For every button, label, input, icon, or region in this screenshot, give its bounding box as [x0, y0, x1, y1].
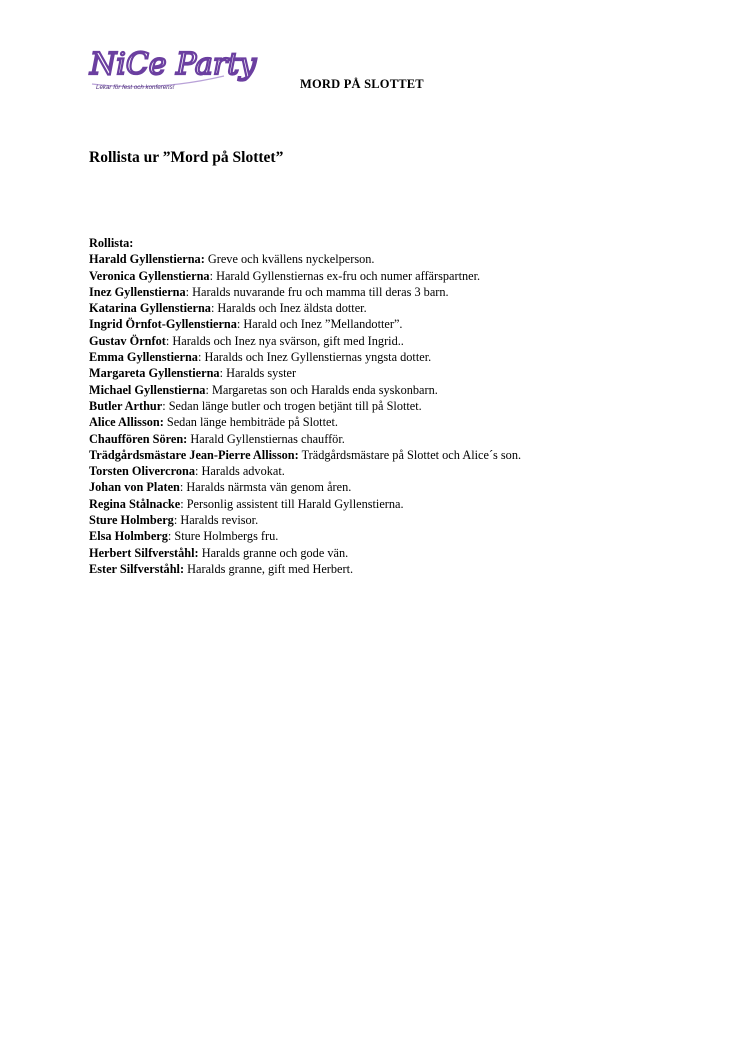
cast-list-item: [89, 349, 709, 365]
character-description: : Haralds och Inez nya svärson, gift med Ingrid..: [165, 333, 404, 348]
character-name: Butler Arthur: [89, 398, 163, 413]
header-title: MORD PÅ SLOTTET: [300, 77, 424, 91]
cast-list-item: [89, 561, 709, 577]
cast-list-item: [89, 333, 709, 349]
cast-list-item: [89, 365, 709, 381]
character-description: : Harald Gyllenstiernas ex-fru och numer affärspartner.: [209, 268, 481, 283]
character-description: : Haralds närmsta vän genom åren.: [179, 480, 352, 495]
cast-list-item: [89, 316, 709, 332]
character-description: : Haralds revisor.: [173, 513, 259, 528]
character-name: Alice Allisson:: [89, 415, 164, 430]
character-description: : Sedan länge butler och trogen betjänt till på Slottet.: [162, 398, 422, 413]
character-description: Greve och kvällens nyckelperson.: [204, 252, 375, 267]
cast-list-item: [89, 382, 709, 398]
character-name: Trädgårdsmästare Jean-Pierre Allisson:: [89, 447, 299, 462]
cast-list-item: [89, 268, 709, 284]
cast-list-item: [89, 479, 709, 495]
cast-list-item: [89, 447, 709, 463]
cast-list-item: [89, 496, 709, 512]
logo-tagline: Lekar för fest och konferens!: [96, 84, 175, 91]
character-name: Elsa Holmberg: [89, 529, 168, 544]
character-description: Sedan länge hembiträde på Slottet.: [163, 415, 338, 430]
cast-list-item: [89, 414, 709, 430]
document-title: Rollista ur ”Mord på Slottet”: [89, 149, 284, 166]
character-name: Emma Gyllenstierna: [89, 350, 198, 365]
character-description: : Margaretas son och Haralds enda syskonbarn.: [205, 382, 438, 397]
character-name: Ingrid Örnfot-Gyllenstierna: [89, 317, 237, 332]
character-name: Katarina Gyllenstierna: [89, 301, 211, 316]
character-name: Herbert Silfverståhl:: [89, 545, 199, 560]
character-name: Ester Silfverståhl:: [89, 561, 185, 576]
cast-list-item: [89, 251, 709, 267]
character-description: : Haralds syster: [219, 366, 297, 381]
character-name: Harald Gyllenstierna:: [89, 252, 205, 267]
character-name: Johan von Platen: [89, 480, 180, 495]
character-description: : Haralds nuvarande fru och mamma till deras 3 barn.: [185, 284, 449, 299]
cast-list-heading: Rollista:: [89, 236, 134, 250]
cast-list: [89, 235, 709, 577]
character-description: : Haralds advokat.: [195, 464, 285, 479]
nice-party-logo: [86, 40, 257, 96]
character-name: Chauffören Sören:: [89, 431, 188, 446]
character-description: : Haralds och Inez äldsta dotter.: [210, 301, 367, 316]
character-name: Sture Holmberg: [89, 513, 174, 528]
cast-list-item: [89, 300, 709, 316]
character-description: Haralds granne, gift med Herbert.: [184, 561, 354, 576]
character-name: Regina Stålnacke: [89, 496, 181, 511]
character-description: Haralds granne och gode vän.: [198, 545, 349, 560]
character-name: Veronica Gyllenstierna: [89, 268, 210, 283]
cast-list-item: [89, 284, 709, 300]
character-description: : Harald och Inez ”Mellandotter”.: [236, 317, 403, 332]
character-name: Gustav Örnfot: [89, 333, 166, 348]
cast-list-item: [89, 398, 709, 414]
cast-list-item: [89, 463, 709, 479]
character-description: : Sture Holmbergs fru.: [167, 529, 279, 544]
cast-list-item: [89, 528, 709, 544]
cast-list-item: [89, 545, 709, 561]
character-description: Trädgårdsmästare på Slottet och Alice´s son.: [298, 447, 522, 462]
cast-list-item: [89, 512, 709, 528]
character-name: Inez Gyllenstierna: [89, 284, 186, 299]
character-description: Harald Gyllenstiernas chaufför.: [187, 431, 345, 446]
logo-brand-text: NiCe Party: [90, 47, 257, 82]
character-name: Torsten Olivercrona: [89, 464, 196, 479]
character-description: : Haralds och Inez Gyllenstiernas yngsta dotter.: [197, 350, 432, 365]
cast-list-item: [89, 431, 709, 447]
character-name: Michael Gyllenstierna: [89, 382, 206, 397]
character-description: : Personlig assistent till Harald Gyllenstierna.: [180, 496, 404, 511]
character-name: Margareta Gyllenstierna: [89, 366, 220, 381]
